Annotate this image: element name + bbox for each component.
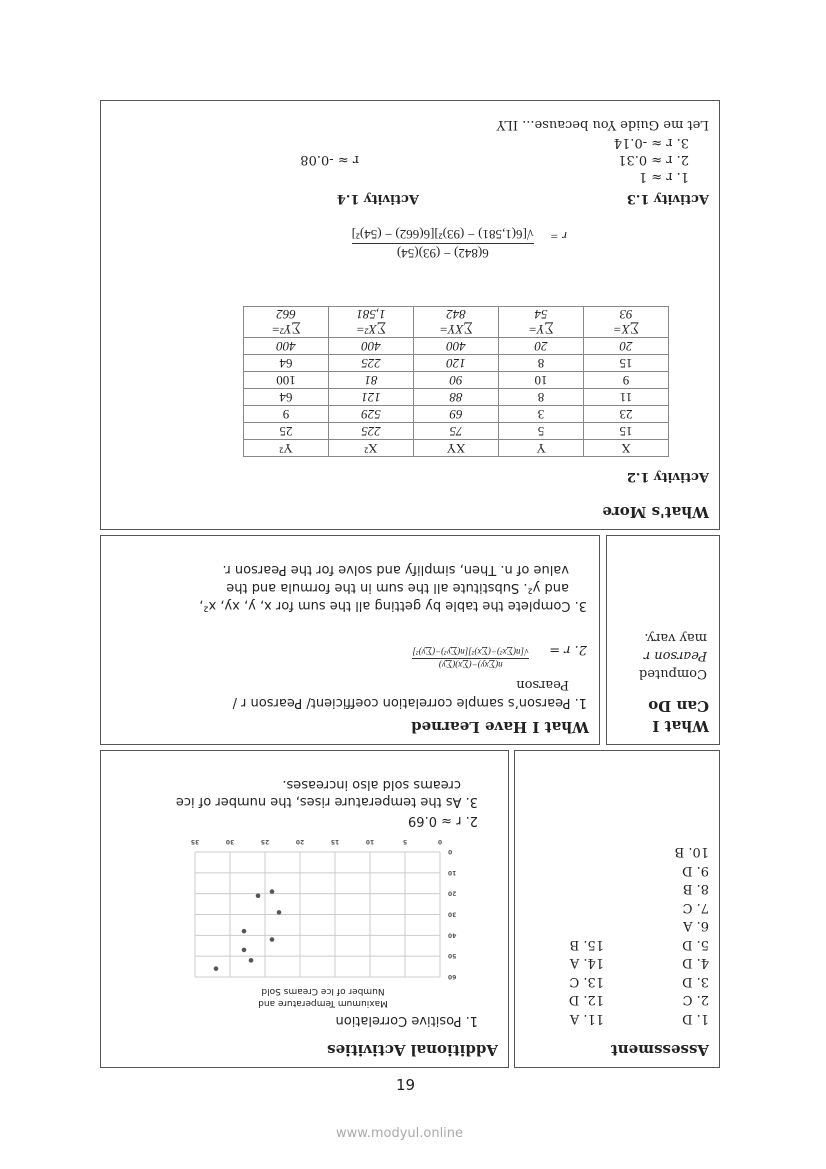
assessment-answer: 8. B <box>682 881 709 897</box>
learned-item-3-line-1: 3. Complete the table by getting all the sum for x, y, xy, x², <box>199 598 587 613</box>
additional-item-3-line-1: 3. As the temperature rises, the number of ice <box>175 794 478 809</box>
table-cell: 11 <box>584 389 669 406</box>
table-sum-cell <box>329 307 414 338</box>
sum-value: 93 <box>619 307 633 322</box>
assessment-answer: 9. D <box>682 863 709 878</box>
table-cell: 75 <box>414 423 499 440</box>
learned-item-3-line-3: value of n. Then, simplify and solve for the Pearson r. <box>222 562 569 577</box>
assessment-answer: 3. D <box>682 974 709 989</box>
additional-item-2: 2. r ≈ 0.69 <box>408 813 478 828</box>
data-point <box>256 893 261 898</box>
learned-item-1-line-1: 1. Pearson’s sample correlation coefficient/ Pearson r / <box>232 695 587 710</box>
assessment-answer: 11. A <box>569 1011 604 1026</box>
table-cell: 9 <box>584 372 669 389</box>
watermark: www.modyul.online <box>336 1126 464 1141</box>
table-sum-cell <box>414 307 499 338</box>
table-cell: 25 <box>244 423 329 440</box>
sum-value: 1,581 <box>356 307 386 322</box>
additional-item-1: 1. Positive Correlation <box>335 1013 478 1028</box>
table-cell: 225 <box>329 355 414 372</box>
table-cell: 529 <box>329 406 414 423</box>
activity-1-4-heading: Activity 1.4 <box>336 191 419 206</box>
pearson-formula-numerator: n(∑xy)−(∑x)(∑y) <box>412 658 529 670</box>
assessment-answer: 7. C <box>682 900 709 915</box>
table-cell: 69 <box>414 406 499 423</box>
assessment-answer: 12. D <box>568 992 604 1008</box>
table-cell: 400 <box>244 338 329 355</box>
table-cell: 8 <box>499 355 584 372</box>
what-i-can-do-title <box>648 696 709 736</box>
table-cell: 400 <box>329 338 414 355</box>
data-point <box>277 910 282 915</box>
table-cell: 10 <box>499 372 584 389</box>
table-row <box>244 406 669 423</box>
table-cell: 88 <box>414 389 499 406</box>
pearson-formula <box>412 647 529 670</box>
y-tick-label: 50 <box>448 952 457 960</box>
assessment-answer: 6. A <box>683 918 709 934</box>
x-tick-label: 20 <box>295 838 305 845</box>
whats-more-title: What's More <box>602 503 709 521</box>
assessment-title: Assessment <box>610 1041 709 1059</box>
table-cell: 20 <box>584 338 669 355</box>
y-tick-label: 60 <box>448 973 457 980</box>
data-point <box>214 966 219 971</box>
table-cell: 20 <box>499 338 584 355</box>
what-i-can-do-box <box>606 535 720 745</box>
table-cell: 64 <box>244 389 329 406</box>
table-row <box>244 389 669 406</box>
table-cell: 225 <box>329 423 414 440</box>
table-cell: 121 <box>329 389 414 406</box>
sum-label: ∑X²= <box>356 322 386 337</box>
table-cell: XY <box>414 440 499 457</box>
table-cell: Y² <box>244 440 329 457</box>
learned-item-2-label: 2. r = <box>549 642 587 657</box>
x-tick-label: 0 <box>437 838 443 845</box>
table-sum-row <box>244 307 669 338</box>
table-cell: 15 <box>584 423 669 440</box>
table-row <box>244 372 669 389</box>
table-row <box>244 355 669 372</box>
r-formula-numerator: 6(842) − (93)(54) <box>352 243 534 261</box>
y-tick-label: 40 <box>448 931 457 939</box>
table-sum-cell <box>584 307 669 338</box>
page-number: 19 <box>396 1076 416 1094</box>
table-cell: 23 <box>584 406 669 423</box>
sum-label: ∑Y= <box>528 322 554 337</box>
can-do-line-1: Computed <box>638 666 707 681</box>
assessment-answer: 15. B <box>569 937 604 952</box>
sum-value: 842 <box>446 307 466 322</box>
table-sum-cell <box>244 307 329 338</box>
assessment-answer: 10. B <box>674 844 709 860</box>
r-substituted-formula <box>352 226 534 261</box>
assessment-box <box>514 750 720 1068</box>
table-cell: 9 <box>244 406 329 423</box>
y-tick-label: 20 <box>448 889 457 897</box>
table-row <box>244 423 669 440</box>
can-do-line-3: may vary. <box>644 630 707 645</box>
table-cell: 120 <box>414 355 499 372</box>
table-cell: 15 <box>584 355 669 372</box>
chart-title-line-1: Maxiumum Temperature and <box>258 998 388 1008</box>
assessment-answers-col1 <box>675 842 709 1027</box>
activity-1-4-answer: r ≈ -0.08 <box>300 152 359 167</box>
x-tick-label: 30 <box>225 838 235 845</box>
data-point <box>249 958 254 963</box>
what-i-have-learned-box <box>100 535 600 745</box>
activity-1-3-item-2: 2. r ≈ 0.31 <box>618 152 689 167</box>
table-cell: 100 <box>244 372 329 389</box>
data-point <box>242 929 247 934</box>
table-cell: X <box>584 440 669 457</box>
what-i-can-do-title-line-2: Can Do <box>648 697 709 715</box>
sum-value: 54 <box>534 307 548 322</box>
what-i-can-do-title-line-1: What I <box>652 717 709 735</box>
assessment-answer: 14. A <box>569 955 604 971</box>
scatter-chart <box>158 833 468 983</box>
table-cell: 5 <box>499 423 584 440</box>
x-tick-label: 15 <box>330 838 340 845</box>
answer-key-page-rotated <box>100 100 720 1068</box>
learned-item-3-line-2: and y². Substitute all the sum in the formula and the <box>226 580 569 595</box>
whats-more-box <box>100 100 720 530</box>
assessment-answer: 4. D <box>682 955 709 971</box>
additional-activities-box <box>100 750 509 1068</box>
table-cell: 3 <box>499 406 584 423</box>
what-i-have-learned-title: What I Have Learned <box>411 718 589 736</box>
r-formula-label: r = <box>549 229 567 244</box>
y-tick-label: 0 <box>448 848 453 855</box>
additional-item-3-line-2: creams sold also increases. <box>282 777 461 792</box>
r-formula-denominator: √[6(1,581) − (93)²][6(662) − (54)²] <box>351 227 534 242</box>
y-tick-label: 30 <box>448 910 457 918</box>
activity-1-3-item-3: 3. r ≈ -0.14 <box>613 135 689 150</box>
table-cell: 90 <box>414 372 499 389</box>
computation-table <box>243 306 669 457</box>
guide-note: Let me Guide You because... ILY <box>496 117 709 132</box>
data-point <box>242 948 247 953</box>
assessment-answer: 5. D <box>682 937 709 952</box>
activity-1-3-item-1: 1. r ≈ 1 <box>638 169 689 184</box>
assessment-answers-col2 <box>569 935 604 1028</box>
y-tick-label: 10 <box>448 868 457 876</box>
additional-activities-title: Additional Activities <box>327 1041 498 1059</box>
table-cell: 64 <box>244 355 329 372</box>
x-tick-label: 10 <box>365 838 375 845</box>
sum-label: ∑X= <box>613 322 639 337</box>
table-cell: 8 <box>499 389 584 406</box>
chart-title-line-2: Number of Ice Creams Sold <box>261 986 385 996</box>
table-cell: 81 <box>329 372 414 389</box>
table-cell: 400 <box>414 338 499 355</box>
assessment-answer: 13. C <box>569 974 604 989</box>
x-tick-label: 35 <box>190 838 200 845</box>
sum-label: ∑XY= <box>439 322 473 337</box>
table-sum-cell <box>499 307 584 338</box>
table-row <box>244 338 669 355</box>
can-do-line-2: Pearson r <box>643 648 707 663</box>
data-point <box>270 937 275 942</box>
chart-title <box>208 985 438 1009</box>
pearson-formula-denominator: √[n(∑x²)−(∑x)²][n(∑y²)−(∑y)²] <box>412 647 529 657</box>
table-header-row <box>244 440 669 457</box>
x-tick-label: 5 <box>402 838 408 845</box>
x-tick-label: 25 <box>260 838 270 845</box>
sum-value: 662 <box>276 307 296 322</box>
learned-item-1-line-2: Pearson <box>516 677 569 692</box>
assessment-answer: 1. D <box>682 1011 709 1026</box>
activity-1-3-heading: Activity 1.3 <box>626 191 709 206</box>
table-cell: X² <box>329 440 414 457</box>
activity-1-2-heading: Activity 1.2 <box>626 469 709 484</box>
assessment-answer: 2. C <box>682 992 709 1008</box>
table-cell: Y <box>499 440 584 457</box>
sum-label: ∑Y²= <box>271 322 301 337</box>
data-point <box>270 889 275 894</box>
